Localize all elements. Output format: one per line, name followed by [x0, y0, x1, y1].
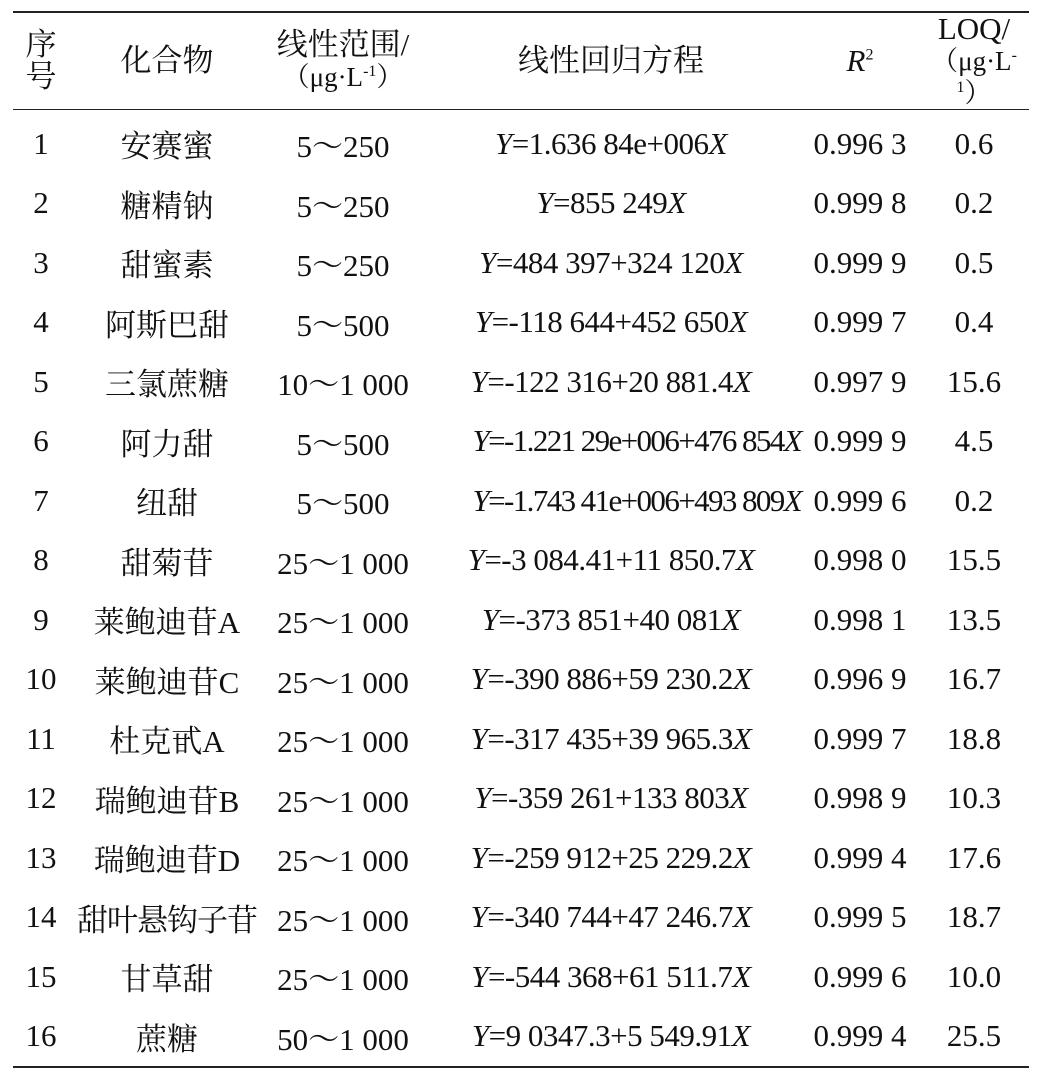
cell-linear-range: 10～1 000: [277, 367, 409, 403]
equation-y: Y: [495, 125, 512, 161]
cell-linear-range: 25～1 000: [277, 545, 409, 581]
cell-compound: 安赛蜜: [120, 129, 214, 165]
cell-linear-range: 50～1 000: [277, 1021, 409, 1057]
cell-r-squared: 0.996 3: [813, 125, 907, 161]
table-header: [13, 12, 1029, 110]
cell-equation: [421, 590, 801, 650]
header-regression-equation: 线性回归方程: [518, 43, 704, 78]
cell-r-squared: 0.998 1: [813, 601, 907, 637]
cell-equation: [421, 947, 801, 1007]
equation-body: =-1.221 29e+006+476 854: [488, 423, 784, 459]
cell-number: 5: [33, 363, 49, 399]
cell-number: 2: [33, 185, 49, 221]
equation-y: Y: [481, 601, 499, 637]
cell-number: 10: [25, 661, 57, 697]
table-row: [13, 828, 1029, 888]
equation-body: =-259 912+25 229.2: [487, 839, 733, 875]
header-r-squared: $R^2$: [846, 43, 874, 78]
cell-linear-range: 5～250: [296, 129, 390, 165]
header-number-line1: 序: [25, 27, 57, 62]
cell-loq: 0.2: [954, 185, 994, 221]
cell-number: 9: [33, 601, 49, 637]
cell-loq: 25.5: [946, 1018, 1002, 1054]
cell-compound: 阿斯巴甜: [105, 307, 229, 343]
cell-r-squared: 0.997 9: [813, 363, 907, 399]
cell-compound: 阿力甜: [120, 426, 214, 462]
header-number-line2: 号: [25, 59, 57, 94]
header-number: [13, 12, 69, 110]
table-row: [13, 293, 1029, 353]
table-row: [13, 769, 1029, 829]
cell-equation: [421, 650, 801, 710]
cell-linear-range: 5～500: [296, 426, 390, 462]
table-row: [13, 233, 1029, 293]
cell-number: 14: [25, 899, 57, 935]
equation-y: Y: [467, 542, 485, 578]
cell-r-squared: 0.999 7: [813, 720, 907, 756]
cell-r-squared: 0.998 9: [813, 780, 907, 816]
table-row: [13, 174, 1029, 234]
cell-linear-range: 5～500: [296, 486, 390, 522]
cell-number: 15: [25, 958, 57, 994]
equation-body: =9 0347.3+5 549.91: [488, 1018, 732, 1054]
cell-number: 13: [25, 839, 57, 875]
cell-loq: 18.8: [946, 720, 1002, 756]
cell-equation: [421, 174, 801, 234]
cell-number: 11: [26, 720, 56, 756]
cell-number: 6: [33, 423, 49, 459]
cell-equation: [421, 412, 801, 472]
equation-x: X: [732, 363, 752, 399]
equation-body: =-390 886+59 230.2: [487, 661, 733, 697]
equation-body: =-359 261+133 803: [491, 780, 730, 816]
table-body: [13, 110, 1029, 1068]
cell-equation: [421, 769, 801, 829]
cell-number: 7: [33, 482, 49, 518]
cell-r-squared: 0.999 4: [813, 1018, 907, 1054]
table-row: [13, 352, 1029, 412]
cell-linear-range: 25～1 000: [277, 605, 409, 641]
cell-compound: 瑞鲍迪苷B: [94, 783, 240, 819]
cell-equation: [421, 110, 801, 174]
cell-r-squared: 0.999 5: [813, 899, 907, 935]
equation-y: Y: [479, 244, 496, 280]
cell-equation: [421, 828, 801, 888]
equation-x: X: [729, 780, 748, 816]
equation-body: =-373 851+40 081: [498, 601, 722, 637]
equation-body: =-3 084.41+11 850.7: [484, 542, 736, 578]
cell-equation: [421, 471, 801, 531]
cell-equation: [421, 888, 801, 948]
header-linear-range: [265, 12, 421, 110]
equation-body: =-317 435+39 965.3: [487, 720, 733, 756]
cell-loq: 4.5: [954, 423, 994, 459]
cell-number: 8: [33, 542, 49, 578]
cell-loq: 10.3: [946, 780, 1002, 816]
cell-compound: 杜克甙A: [109, 724, 225, 760]
cell-compound: 糖精钠: [120, 188, 214, 224]
cell-equation: [421, 233, 801, 293]
cell-equation: [421, 531, 801, 591]
equation-y: Y: [471, 1018, 489, 1054]
header-range-unit: $(\mu g\cdot L^{-1})$: [282, 62, 404, 92]
table-row: [13, 590, 1029, 650]
equation-body: =-118 644+452 650: [491, 304, 729, 340]
cell-r-squared: 0.999 6: [813, 482, 907, 518]
cell-compound: 甘草甜: [120, 962, 214, 998]
cell-loq: 10.0: [946, 958, 1002, 994]
cell-loq: 15.5: [946, 542, 1002, 578]
cell-number: 12: [25, 780, 57, 816]
equation-body: =-1.743 41e+006+493 809: [488, 482, 784, 518]
header-compound: 化合物: [120, 43, 214, 78]
equation-body: =484 397+324 120: [495, 244, 725, 280]
equation-y: Y: [471, 958, 488, 994]
cell-number: 16: [25, 1018, 57, 1054]
equation-y: Y: [474, 780, 491, 816]
equation-x: X: [732, 661, 752, 697]
cell-equation: [421, 352, 801, 412]
equation-x: X: [728, 304, 748, 340]
cell-r-squared: 0.999 9: [813, 423, 907, 459]
cell-loq: 0.6: [954, 125, 994, 161]
table-row: [13, 947, 1029, 1007]
cell-loq: 0.5: [954, 244, 994, 280]
equation-y: Y: [470, 661, 488, 697]
header-row: [13, 12, 1029, 110]
cell-r-squared: 0.999 9: [813, 244, 907, 280]
table-row: [13, 531, 1029, 591]
equation-body: =1.636 84e+006: [511, 125, 709, 161]
table-row: [13, 650, 1029, 710]
cell-loq: 0.4: [954, 304, 994, 340]
equation-y: Y: [470, 839, 488, 875]
cell-compound: 纽甜: [136, 486, 198, 522]
cell-r-squared: 0.998 0: [813, 542, 907, 578]
equation-y: Y: [470, 363, 488, 399]
header-range-line1: 线性范围/: [276, 27, 410, 62]
equation-x: X: [731, 1018, 751, 1054]
cell-linear-range: 25～1 000: [277, 664, 409, 700]
equation-x: X: [732, 839, 752, 875]
cell-compound: 甜菊苷: [120, 545, 214, 581]
cell-compound: 莱鲍迪苷C: [94, 664, 240, 700]
table-row: [13, 709, 1029, 769]
table-row: [13, 1007, 1029, 1068]
table-row: [13, 110, 1029, 174]
header-loq-line1: LOQ/: [937, 11, 1011, 46]
equation-y: Y: [472, 482, 489, 518]
cell-compound: 蔗糖: [136, 1021, 198, 1057]
cell-loq: 13.5: [946, 601, 1002, 637]
cell-linear-range: 25～1 000: [277, 783, 409, 819]
cell-compound: 瑞鲍迪苷D: [93, 843, 241, 879]
equation-body: =-340 744+47 246.7: [487, 899, 733, 935]
equation-body: =855 249: [553, 185, 668, 221]
cell-compound: 甜蜜素: [120, 248, 214, 284]
equation-body: =-122 316+20 881.4: [487, 363, 733, 399]
cell-linear-range: 25～1 000: [277, 902, 409, 938]
cell-compound: 莱鲍迪苷A: [93, 605, 241, 641]
cell-number: 4: [33, 304, 49, 340]
cell-r-squared: 0.996 9: [813, 661, 907, 697]
cell-linear-range: 5～250: [296, 188, 390, 224]
table-row: [13, 888, 1029, 948]
cell-number: 1: [33, 125, 49, 161]
cell-r-squared: 0.999 8: [813, 185, 907, 221]
cell-loq: 16.7: [946, 661, 1002, 697]
cell-linear-range: 5～500: [296, 307, 390, 343]
cell-equation: [421, 709, 801, 769]
cell-linear-range: 25～1 000: [277, 843, 409, 879]
cell-compound: 三氯蔗糖: [105, 367, 229, 403]
cell-loq: 15.6: [946, 363, 1002, 399]
equation-x: X: [735, 542, 755, 578]
equation-x: X: [732, 720, 752, 756]
equation-y: Y: [470, 720, 488, 756]
equation-y: Y: [470, 899, 488, 935]
cell-linear-range: 25～1 000: [277, 962, 409, 998]
cell-equation: [421, 293, 801, 353]
equation-y: Y: [536, 185, 554, 221]
equation-x: X: [724, 244, 743, 280]
table-row: [13, 471, 1029, 531]
equation-body: =-544 368+61 511.7: [487, 958, 733, 994]
cell-loq: 0.2: [954, 482, 994, 518]
cell-equation: [421, 1007, 801, 1068]
cell-loq: 17.6: [946, 839, 1002, 875]
cell-r-squared: 0.999 4: [813, 839, 907, 875]
cell-linear-range: 25～1 000: [277, 724, 409, 760]
cell-linear-range: 5～250: [296, 248, 390, 284]
header-loq: [919, 12, 1029, 110]
cell-number: 3: [33, 244, 49, 280]
calibration-table: [13, 11, 1029, 1068]
cell-r-squared: 0.999 7: [813, 304, 907, 340]
equation-x: X: [667, 185, 686, 221]
header-loq-unit: $(\mu g\cdot L^{-1})$: [931, 46, 1017, 108]
cell-compound: 甜叶悬钩子苷: [77, 902, 257, 938]
data-table-container: [13, 11, 1029, 1068]
cell-r-squared: 0.999 6: [813, 958, 907, 994]
cell-loq: 18.7: [946, 899, 1002, 935]
equation-x: X: [783, 482, 801, 518]
equation-x: X: [732, 958, 751, 994]
equation-x: X: [721, 601, 741, 637]
equation-y: Y: [472, 423, 489, 459]
equation-y: Y: [474, 304, 492, 340]
equation-x: X: [783, 423, 801, 459]
equation-x: X: [708, 125, 727, 161]
equation-x: X: [732, 899, 752, 935]
table-row: [13, 412, 1029, 472]
